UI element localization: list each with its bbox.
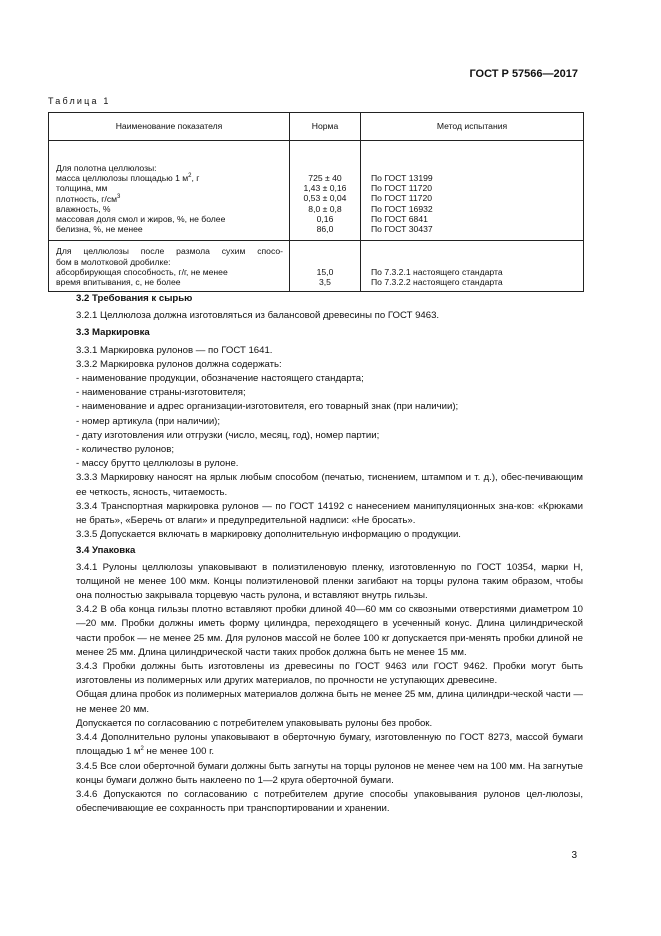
table-cell-norm: 8,0 ± 0,8 (308, 203, 342, 214)
paragraph: Общая длина пробок из полимерных материалов должна быть не менее 25 мм, длина цилиндри-ческой части — не менее 20 мм. (76, 689, 583, 715)
table-cell-method: По ГОСТ 30437 (371, 224, 433, 235)
paragraph: 3.4.3 Пробки должны быть изготовлены из древесины по ГОСТ 9463 или ГОСТ 9462. Пробки могут быть изготовлены из полимерных или других материалов, по прочности не уступающих древесине. (76, 661, 583, 687)
group-title: Для целлюлозы после размола сухим спосо- (56, 246, 283, 257)
column-header-name: Наименование показателя (49, 113, 290, 141)
table-cell-method: По ГОСТ 6841 (371, 213, 428, 224)
table-cell-name: плотность, $г/см^3$ (56, 193, 121, 204)
list-item: - массу брутто целлюлозы в рулоне. (76, 458, 239, 470)
paragraph: 3.3.5 Допускается включать в маркировку дополнительную информацию о продукции. (76, 529, 461, 541)
properties-table (48, 112, 584, 292)
table-cell-norm: 725 ± 40 (308, 173, 342, 183)
table-cell-method: По 7.3.2.1 настоящего стандарта (371, 266, 503, 277)
table-cell-norm: 1,43 ± 0,16 (303, 183, 347, 194)
paragraph: 3.4.5 Все слои оберточной бумаги должны быть загнуты на торцы рулонов не менее чем на 100 мм. На загнутые концы бумаги должно быть наклеено по 1—2 круга оберточной бумаги. (76, 760, 583, 786)
list-item: - наименование продукции, обозначение настоящего стандарта; (76, 373, 364, 385)
document-body (76, 292, 583, 816)
column-header-norm: Норма (290, 113, 361, 141)
section-heading: 3.2 Требования к сырью (76, 293, 193, 304)
table-group-row (49, 141, 584, 241)
paragraph: 3.4.4 Дополнительно рулоны упаковывают в оберточную бумагу, изготовленную по ГОСТ 8273, массой бумаги площадью 1 $м^2$ не менее 100 г. (76, 732, 583, 758)
document-code: ГОСТ Р 57566—2017 (469, 68, 578, 80)
page-number: 3 (571, 850, 577, 861)
table-cell-name: время впитывания, с, не более (56, 277, 181, 288)
list-item: - номер артикула (при наличии); (76, 415, 221, 427)
group-title-continued: бом в молотковой дробилке: (56, 256, 171, 267)
table-cell-method: По ГОСТ 13199 (371, 173, 433, 183)
table-cell-norm: 3,5 (319, 277, 331, 288)
section-heading: 3.3 Маркировка (76, 327, 150, 339)
table-cell-method: По ГОСТ 11720 (371, 193, 433, 204)
table-cell-name: белизна, %, не менее (56, 224, 143, 235)
table-caption: Таблица 1 (48, 96, 111, 106)
list-item: - наименование страны-изготовителя; (76, 387, 246, 399)
paragraph: 3.3.3 Маркировку наносят на ярлык любым способом (печатью, тиснением, штампом и т. д.), обес-печивающим ее четкость, ясность, читаемость. (76, 472, 583, 498)
table-cell-name: масса целлюлозы площадью 1 $м^2$, г (56, 173, 200, 184)
table-cell-norm: 0,53 ± 0,04 (303, 193, 347, 204)
table-cell-norm: 86,0 (316, 224, 334, 235)
table-cell-method: По ГОСТ 16932 (371, 203, 433, 214)
group-title: Для полотна целлюлозы: (56, 163, 157, 173)
section-heading: 3.4 Упаковка (76, 545, 136, 557)
paragraph: 3.4.6 Допускаются по согласованию с потребителем другие способы упаковывания рулонов цел-люлозы, обеспечивающие ее сохранность при транспортировании и хранении. (76, 788, 583, 815)
paragraph: 3.3.4 Транспортная маркировка рулонов — по ГОСТ 14192 с нанесением манипуляционных зна-ков: «Крюками не брать», «Беречь от влаги» и предупредительной надписи: «Не бросать». (76, 500, 583, 527)
table-cell-norm: 15,0 (316, 266, 334, 277)
table-cell-method: По ГОСТ 11720 (371, 183, 433, 194)
table-cell-name: влажность, % (56, 203, 111, 214)
table-cell-norm: 0,16 (316, 213, 334, 224)
table-cell-name: массовая доля смол и жиров, %, не более (56, 214, 226, 225)
paragraph: Допускается по согласованию с потребителем упаковывать рулоны без пробок. (76, 717, 433, 729)
paragraph: 3.3.1 Маркировка рулонов — по ГОСТ 1641. (76, 344, 273, 356)
list-item: - дату изготовления или отгрузки (число, месяц, год), номер партии; (76, 429, 380, 441)
table-cell-name: толщина, мм (56, 183, 108, 194)
table-cell-method: По 7.3.2.2 настоящего стандарта (371, 277, 503, 288)
paragraph: 3.3.2 Маркировка рулонов должна содержать: (76, 358, 282, 370)
table-group-row (49, 241, 584, 292)
list-item: - количество рулонов; (76, 444, 175, 456)
table-cell-name: абсорбирующая способность, г/г, не менее (56, 266, 228, 277)
column-header-method: Метод испытания (361, 113, 584, 141)
paragraph: 3.4.1 Рулоны целлюлозы упаковывают в полиэтиленовую пленку, изготовленную по ГОСТ 10354, марки Н, толщиной не менее 100 мкм. Концы полиэтиленовой пленки загибают на торцы рулона таким образом, чтобы она полностью закрывала торцевую часть рулона, и вставляют внутрь гильзы. (76, 561, 583, 602)
list-item: - наименование и адрес организации-изготовителя, его товарный знак (при наличии); (76, 401, 459, 413)
paragraph: 3.4.2 В оба конца гильзы плотно вставляют пробки длиной 40—60 мм со сквозными отверстиями диаметром 10—20 мм. Пробки должны иметь форму цилиндра, переходящего в усеченный конус. Длина цилиндрической части пробок — не менее 25 мм. Для рулонов массой не более 100 кг допускается при-менять пробки длиной не менее 25 мм. Длина цилиндрической части таких пробок должна быть не менее 15 мм. (76, 604, 583, 658)
table-header-row (49, 113, 584, 141)
paragraph: 3.2.1 Целлюлоза должна изготовляться из балансовой древесины по ГОСТ 9463. (76, 310, 440, 322)
